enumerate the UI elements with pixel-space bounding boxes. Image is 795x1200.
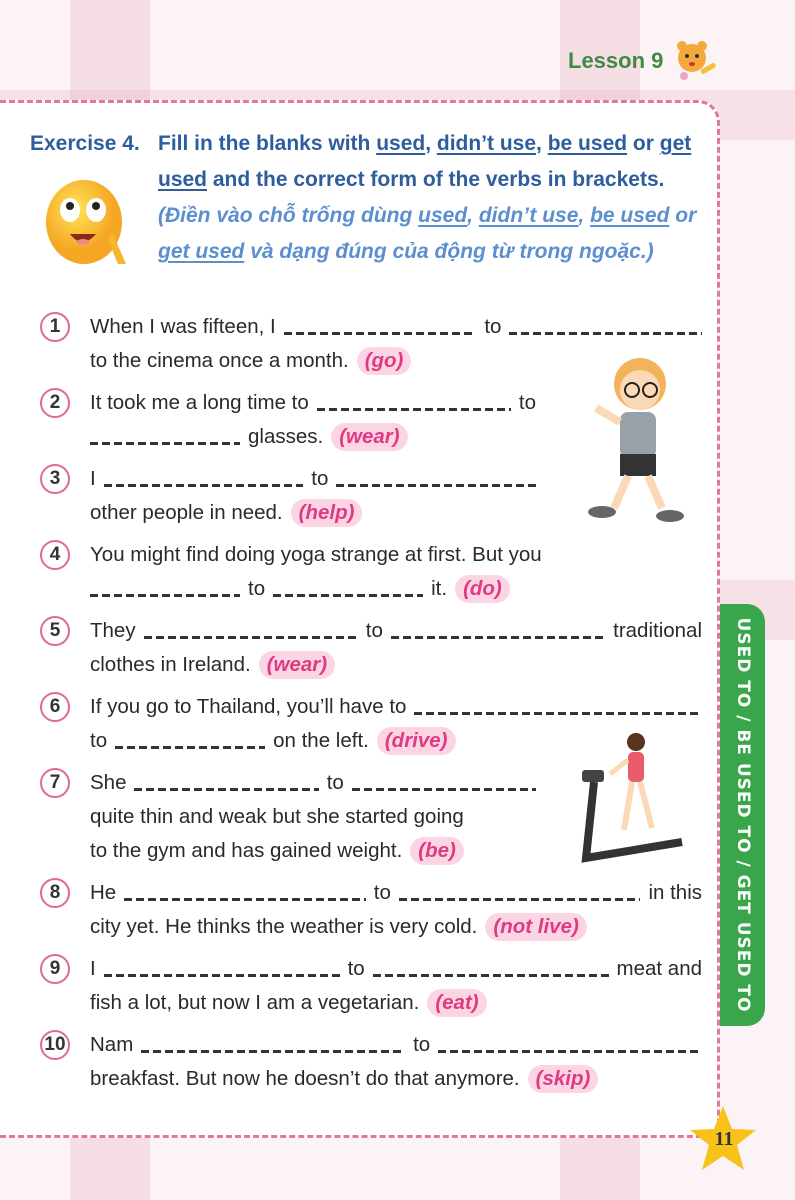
answer-blank[interactable] xyxy=(352,788,536,791)
answer-blank[interactable] xyxy=(90,594,240,597)
question-line xyxy=(90,1028,702,1062)
answer-blank[interactable] xyxy=(141,1050,405,1053)
question-text: to xyxy=(347,957,365,980)
question-number: 5 xyxy=(40,616,70,646)
instruction-text: và dạng đúng của động từ trong ngoặc.) xyxy=(244,240,654,263)
question-line xyxy=(90,310,702,344)
question-text: on the left. xyxy=(273,729,369,752)
question-line xyxy=(90,1062,702,1096)
verb-hint-badge: (do) xyxy=(455,575,510,603)
answer-blank[interactable] xyxy=(104,974,340,977)
instruction-text: , xyxy=(425,132,437,155)
side-tab-label: USED TO / BE USED TO / GET USED TO xyxy=(732,617,753,1013)
question-line xyxy=(90,910,702,944)
underlined-keyword: used xyxy=(376,132,426,155)
instruction-text: (Điền vào chỗ trống dùng xyxy=(158,204,419,227)
question-text: in this xyxy=(648,881,703,904)
question-item xyxy=(40,614,702,682)
question-item xyxy=(40,876,702,944)
question-text: fish a lot, but now I am a vegetarian. xyxy=(90,991,420,1014)
question-number: 3 xyxy=(40,464,70,494)
question-line xyxy=(90,462,536,496)
verb-hint-badge: (wear) xyxy=(259,651,335,679)
question-text: to the cinema once a month. xyxy=(90,349,349,372)
instruction-text: , xyxy=(578,204,591,227)
question-line xyxy=(90,800,536,834)
question-item xyxy=(40,538,702,606)
exercise-instruction-text xyxy=(158,126,702,270)
question-text: it. xyxy=(431,577,448,600)
woman-on-treadmill-illustration xyxy=(572,730,692,870)
question-text: He xyxy=(90,881,117,904)
underlined-keyword: get used xyxy=(158,132,692,191)
verb-hint-badge: (drive) xyxy=(377,727,456,755)
question-line xyxy=(90,386,536,420)
question-line xyxy=(90,834,536,868)
question-text: You might find doing yoga strange at first. But you xyxy=(90,543,542,566)
question-text: quite thin and weak but she started going xyxy=(90,805,464,828)
verb-hint-badge: (go) xyxy=(357,347,412,375)
question-text: to xyxy=(311,467,329,490)
underlined-keyword: be used xyxy=(590,204,670,227)
question-number: 2 xyxy=(40,388,70,418)
question-line xyxy=(90,766,536,800)
instruction-text: , xyxy=(536,132,548,155)
answer-blank[interactable] xyxy=(90,442,240,445)
answer-blank[interactable] xyxy=(509,332,702,335)
instruction-text: , xyxy=(467,204,479,227)
question-number: 9 xyxy=(40,954,70,984)
question-text: breakfast. But now he doesn’t do that anymore. xyxy=(90,1067,520,1090)
question-line xyxy=(90,986,702,1020)
question-line xyxy=(90,496,536,530)
lesson-label: Lesson 9 xyxy=(568,48,664,73)
question-text: clothes in Ireland. xyxy=(90,653,251,676)
page-number: 11 xyxy=(714,1128,734,1150)
question-text: to xyxy=(90,729,108,752)
question-item xyxy=(40,1028,702,1096)
question-text: If you go to Thailand, you’ll have to xyxy=(90,695,407,718)
boy-with-glasses-illustration xyxy=(578,350,690,530)
question-text: traditional xyxy=(613,619,703,642)
question-text: to xyxy=(248,577,266,600)
question-text: It took me a long time to xyxy=(90,391,309,414)
question-text: to xyxy=(326,771,344,794)
verb-hint-badge: (help) xyxy=(291,499,363,527)
question-text: I xyxy=(90,957,96,980)
question-text: Nam xyxy=(90,1033,134,1056)
tiger-mascot-icon xyxy=(672,36,720,84)
section-side-tab[interactable] xyxy=(720,604,765,1026)
question-text: city yet. He thinks the weather is very cold. xyxy=(90,915,478,938)
question-text: When I was fifteen, I xyxy=(90,315,276,338)
answer-blank[interactable] xyxy=(399,898,641,901)
question-text: meat and xyxy=(616,957,703,980)
question-number: 6 xyxy=(40,692,70,722)
answer-blank[interactable] xyxy=(284,332,477,335)
question-line xyxy=(90,538,702,572)
question-text: glasses. xyxy=(248,425,324,448)
answer-blank[interactable] xyxy=(317,408,511,411)
answer-blank[interactable] xyxy=(115,746,265,749)
answer-blank[interactable] xyxy=(336,484,536,487)
question-line xyxy=(90,572,702,606)
answer-blank[interactable] xyxy=(124,898,366,901)
verb-hint-badge: (be) xyxy=(410,837,464,865)
underlined-keyword: get used xyxy=(158,240,245,263)
verb-hint-badge: (not live) xyxy=(485,913,586,941)
underlined-keyword: be used xyxy=(547,132,628,155)
question-text: She xyxy=(90,771,127,794)
question-line xyxy=(90,614,702,648)
verb-hint-badge: (wear) xyxy=(331,423,407,451)
answer-blank[interactable] xyxy=(373,974,609,977)
question-number: 1 xyxy=(40,312,70,342)
underlined-keyword: used xyxy=(418,204,468,227)
question-item xyxy=(40,952,702,1020)
answer-blank[interactable] xyxy=(414,712,702,715)
question-text: to xyxy=(413,1033,431,1056)
question-text: to xyxy=(518,391,536,414)
underlined-keyword: didn’t use xyxy=(436,132,537,155)
exercise-instructions xyxy=(30,126,702,270)
exercise-label: Exercise 4. xyxy=(30,132,140,155)
question-text: to the gym and has gained weight. xyxy=(90,839,403,862)
verb-hint-badge: (skip) xyxy=(528,1065,599,1093)
question-line xyxy=(90,420,536,454)
answer-blank[interactable] xyxy=(144,636,358,639)
question-text: to xyxy=(365,619,383,642)
answer-blank[interactable] xyxy=(273,594,423,597)
question-text: I xyxy=(90,467,96,490)
question-line xyxy=(90,648,702,682)
question-text: They xyxy=(90,619,136,642)
answer-blank[interactable] xyxy=(438,1050,702,1053)
answer-blank[interactable] xyxy=(391,636,605,639)
question-text: other people in need. xyxy=(90,501,283,524)
question-text: to xyxy=(484,315,502,338)
question-number: 8 xyxy=(40,878,70,908)
answer-blank[interactable] xyxy=(104,484,304,487)
question-line xyxy=(90,876,702,910)
question-line xyxy=(90,690,702,724)
question-number: 10 xyxy=(40,1030,70,1060)
question-number: 7 xyxy=(40,768,70,798)
instruction-text: and the correct form of the verbs in brackets. xyxy=(207,168,665,191)
verb-hint-badge: (eat) xyxy=(427,989,486,1017)
instruction-text: or xyxy=(669,204,697,227)
answer-blank[interactable] xyxy=(134,788,318,791)
question-number: 4 xyxy=(40,540,70,570)
instruction-text: or xyxy=(627,132,660,155)
question-line xyxy=(90,952,702,986)
instruction-text: Fill in the blanks with xyxy=(158,132,377,155)
question-text: to xyxy=(373,881,391,904)
underlined-keyword: didn’t use xyxy=(478,204,579,227)
